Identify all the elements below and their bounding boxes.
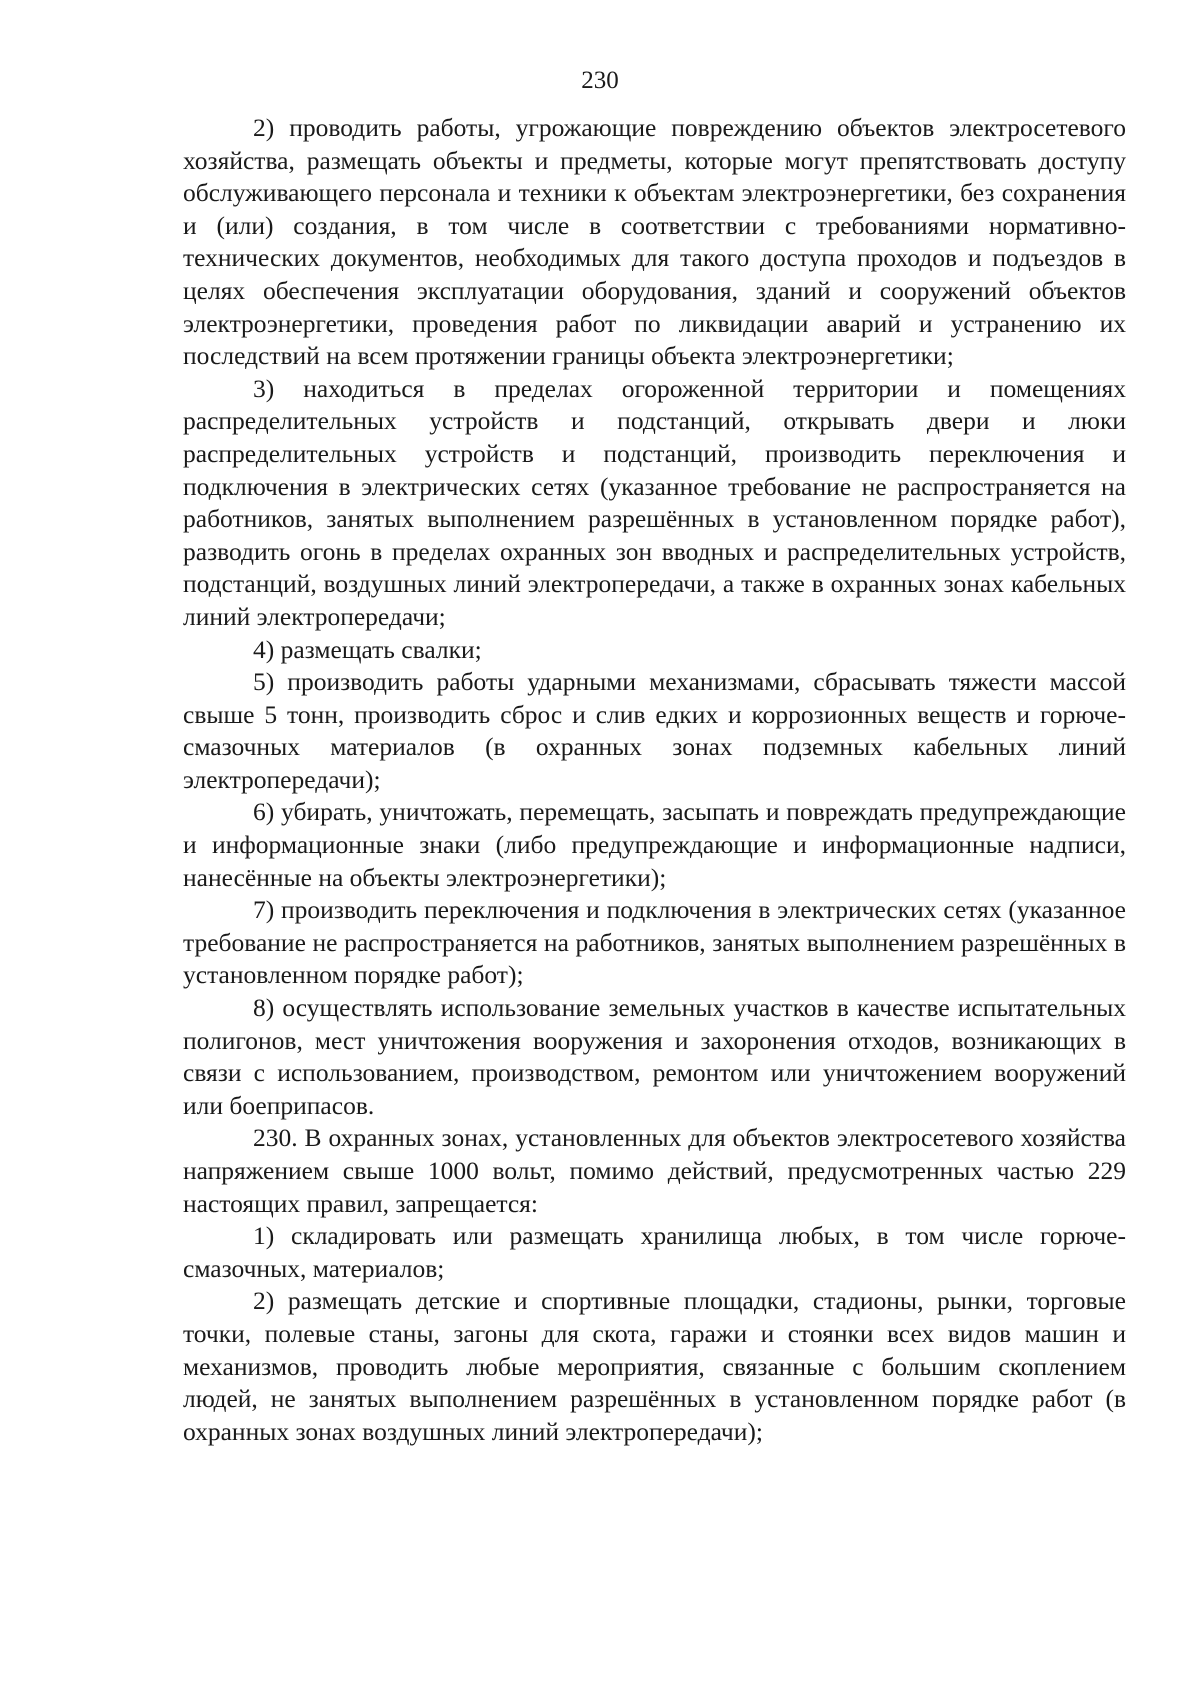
paragraph-item-6: 6) убирать, уничтожать, перемещать, засыпать и повреждать предупреждающие и информационные знаки (либо предупреждающие и информационные надписи, нанесённые на объекты электроэнергетики);: [183, 797, 1126, 892]
paragraph-item-5: 5) производить работы ударными механизмами, сбрасывать тяжести массой свыше 5 тонн, производить сброс и слив едких и коррозионных веществ и горюче-смазочных материалов (в охранных зонах подземных кабельных линий электропередачи);: [183, 667, 1126, 794]
paragraph-item-7: 7) производить переключения и подключения в электрических сетях (указанное требование не распространяется на работников, занятых выполнением разрешённых в установленном порядке работ);: [183, 895, 1126, 990]
page-number: 230: [581, 67, 619, 94]
document-body: [183, 112, 1126, 1448]
paragraph-section-230: 230. В охранных зонах, установленных для объектов электросетевого хозяйства напряжением свыше 1000 вольт, помимо действий, предусмотренных частью 229 настоящих правил, запрещается:: [183, 1123, 1126, 1218]
paragraph-item-3: 3) находиться в пределах огороженной территории и помещениях распределительных устройств и подстанций, открывать двери и люки распределительных устройств и подстанций, производить переключения и подключения в электрических сетях (указанное требование не распространяется на работников, занятых выполнением разрешённых в установленном порядке работ), разводить огонь в пределах охранных зон вводных и распределительных устройств, подстанций, воздушных линий электропередачи, а также в охранных зонах кабельных линий электропередачи;: [183, 373, 1126, 631]
paragraph-item-2-second: 2) размещать детские и спортивные площадки, стадионы, рынки, торговые точки, полевые станы, загоны для скота, гаражи и стоянки всех видов машин и механизмов, проводить любые мероприятия, связанные с большим скоплением людей, не занятых выполнением разрешённых в установленном порядке работ (в охранных зонах воздушных линий электропередачи);: [183, 1286, 1126, 1446]
paragraph-item-8: 8) осуществлять использование земельных участков в качестве испытательных полигонов, мест уничтожения вооружения и захоронения отходов, возникающих в связи с использованием, производством, ремонтом или уничтожением вооружений или боеприпасов.: [183, 993, 1126, 1120]
paragraph-item-1: 1) складировать или размещать хранилища любых, в том числе горюче-смазочных, материалов;: [183, 1221, 1126, 1283]
paragraph-item-2: 2) проводить работы, угрожающие повреждению объектов электросетевого хозяйства, размещать объекты и предметы, которые могут препятствовать доступу обслуживающего персонала и техники к объектам электроэнергетики, без сохранения и (или) создания, в том числе в соответствии с требованиями нормативно-технических документов, необходимых для такого доступа проходов и подъездов в целях обеспечения эксплуатации оборудования, зданий и сооружений объектов электроэнергетики, проведения работ по ликвидации аварий и устранению их последствий на всем протяжении границы объекта электроэнергетики;: [183, 113, 1126, 371]
paragraph-item-4: 4) размещать свалки;: [253, 634, 482, 664]
